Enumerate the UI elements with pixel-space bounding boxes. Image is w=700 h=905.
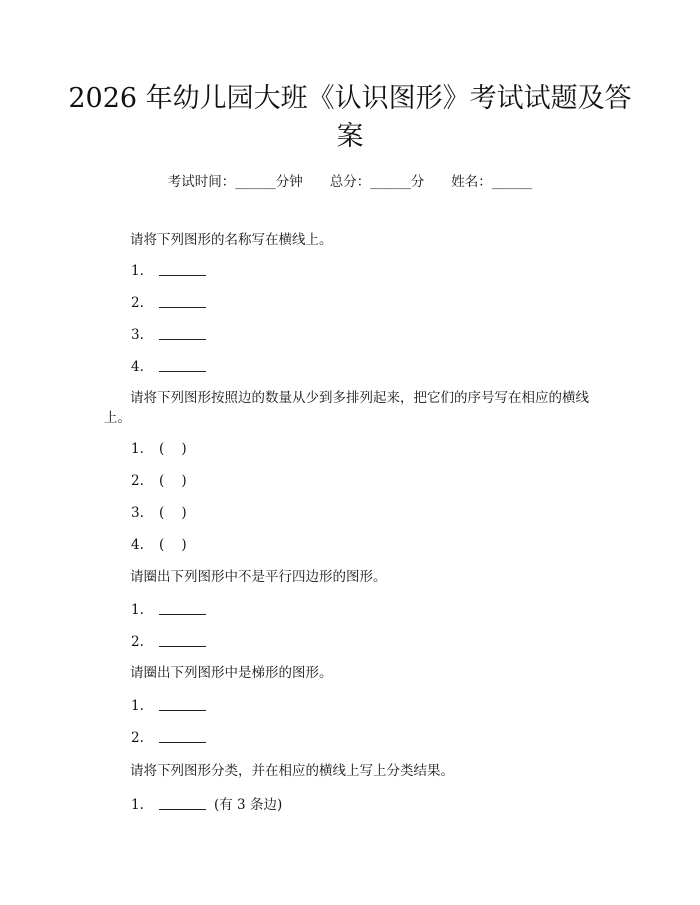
item-number: 1. [131, 263, 144, 279]
answer-parentheses[interactable]: ( ) [159, 537, 187, 553]
answer-blank[interactable] [159, 697, 206, 711]
item-number: 1. [131, 698, 144, 714]
item-number: 3. [131, 327, 144, 343]
answer-item [131, 633, 206, 650]
answer-parentheses[interactable]: ( ) [159, 441, 187, 457]
item-number: 3. [131, 505, 144, 521]
instruction-4: 请圈出下列图形中是梯形的图形。 [130, 665, 333, 681]
answer-blank[interactable] [159, 633, 206, 647]
answer-item [131, 505, 187, 521]
item-number: 2. [131, 634, 144, 650]
exam-meta-line: 考试时间：______分钟 总分：______分 姓名：______ [167, 174, 533, 190]
item-note: (有 3 条边) [214, 797, 283, 813]
document-title: 2026 年幼儿园大班《认识图形》考试试题及答案 [68, 83, 632, 152]
answer-item [131, 441, 187, 457]
answer-blank[interactable] [159, 358, 206, 372]
answer-item [131, 326, 206, 343]
instruction-5: 请将下列图形分类，并在相应的横线上写上分类结果。 [130, 763, 454, 779]
answer-item [131, 473, 187, 489]
item-number: 1. [131, 797, 144, 813]
answer-item [131, 697, 206, 714]
answer-item [131, 262, 206, 279]
answer-item [131, 729, 206, 746]
item-number: 2. [131, 730, 144, 746]
instruction-1: 请将下列图形的名称写在横线上。 [130, 232, 333, 248]
item-number: 4. [131, 537, 144, 553]
answer-item [131, 358, 206, 375]
answer-blank[interactable] [159, 294, 206, 308]
answer-blank[interactable] [159, 326, 206, 340]
instruction-3: 请圈出下列图形中不是平行四边形的图形。 [130, 569, 387, 585]
instruction-2: 请将下列图形按照边的数量从少到多排列起来，把它们的序号写在相应的横线上。 [104, 390, 589, 426]
answer-item [131, 601, 206, 618]
item-number: 4. [131, 359, 144, 375]
answer-blank[interactable] [159, 601, 206, 615]
answer-blank[interactable] [159, 796, 206, 810]
item-number: 2. [131, 295, 144, 311]
answer-parentheses[interactable]: ( ) [159, 505, 187, 521]
answer-blank[interactable] [159, 729, 206, 743]
answer-item [131, 294, 206, 311]
item-number: 1. [131, 602, 144, 618]
item-number: 2. [131, 473, 144, 489]
answer-item [131, 793, 282, 813]
answer-parentheses[interactable]: ( ) [159, 473, 187, 489]
answer-blank[interactable] [159, 262, 206, 276]
answer-item [131, 537, 187, 553]
item-number: 1. [131, 441, 144, 457]
